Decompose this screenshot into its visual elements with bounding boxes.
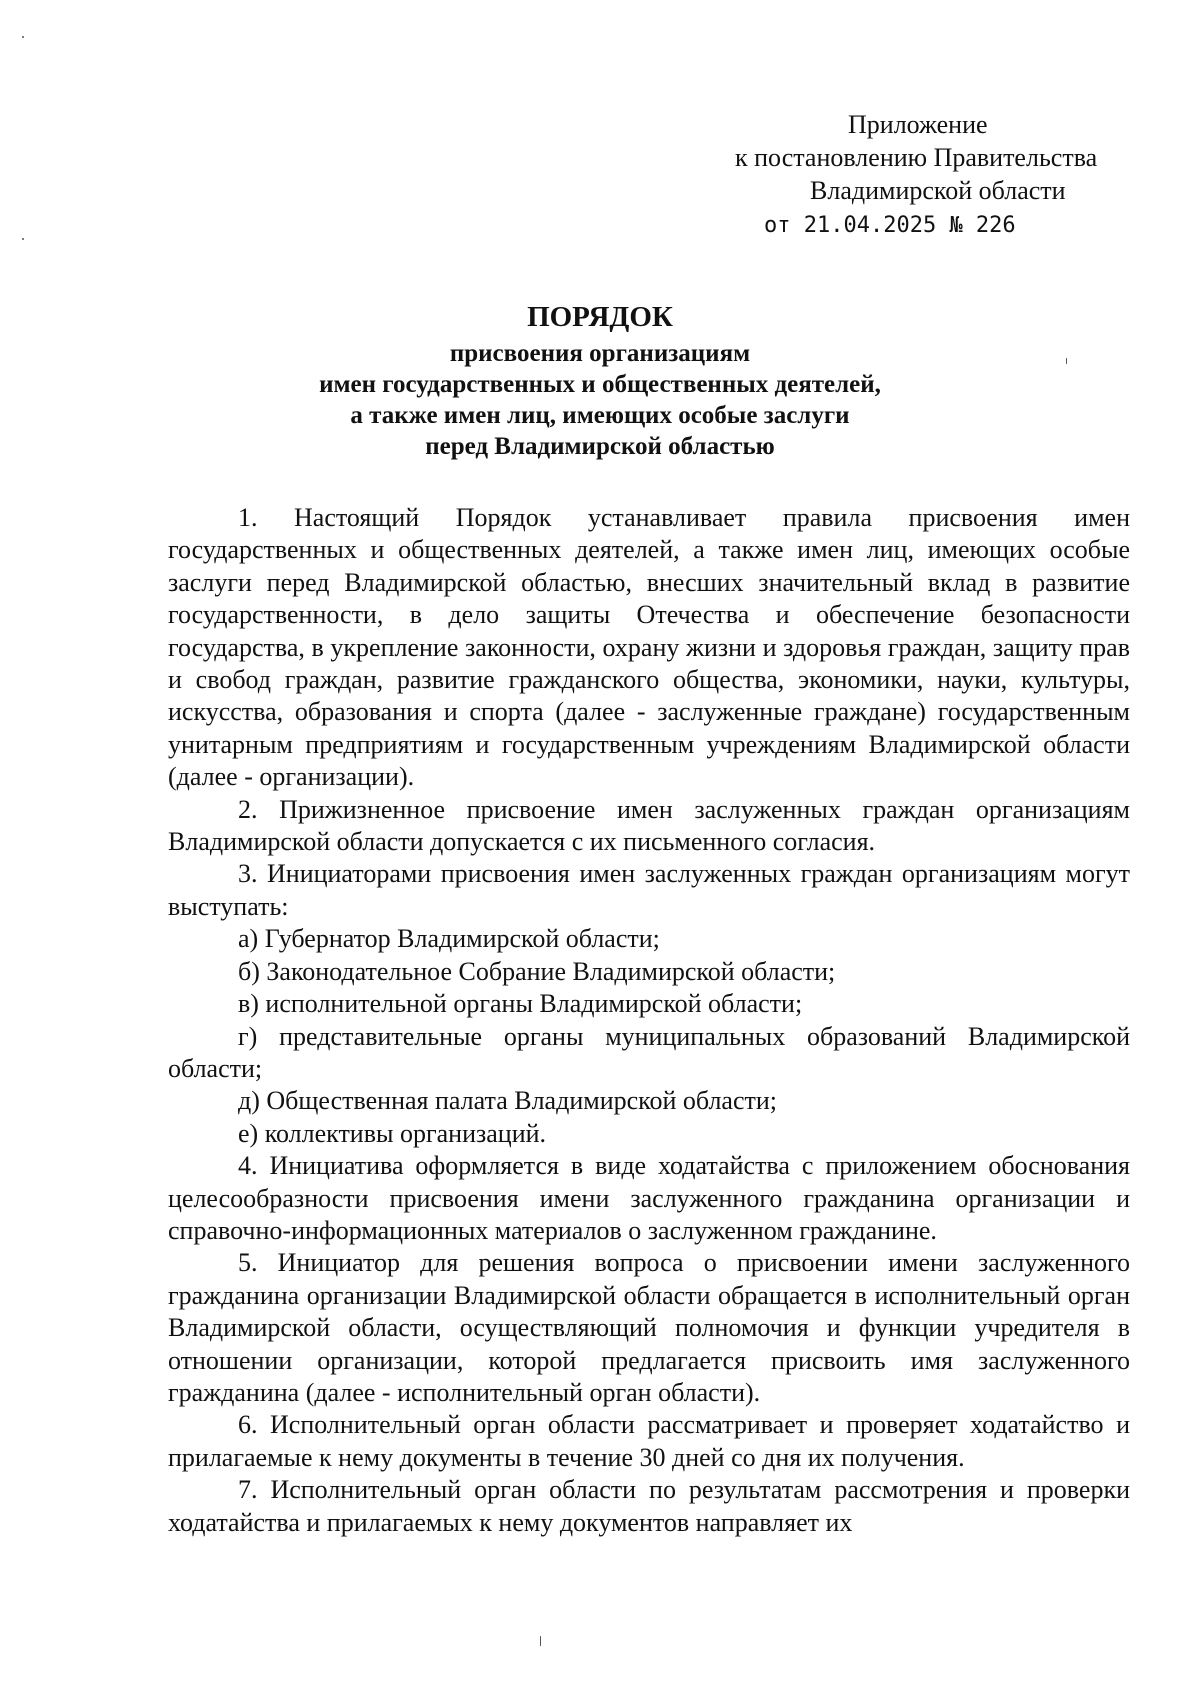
list-item-e: е) коллективы организаций.: [238, 1118, 547, 1148]
attachment-region: Владимирской области: [810, 176, 1066, 205]
attachment-resolution: к постановлению Правительства: [735, 143, 1098, 172]
document-title: [0, 300, 1200, 462]
attachment-header: [700, 108, 1120, 242]
list-item-g: г) представительные органы муниципальных образований Владимирской области;: [168, 1021, 1130, 1083]
scan-speck: [540, 1636, 541, 1646]
attachment-label: Приложение: [848, 110, 988, 139]
paragraph-4: 4. Инициатива оформляется в виде ходатайства с приложением обоснования целесообразности присвоения имени заслуженного гражданина организации и справочно-информационных материалов о заслуженном гражданине.: [168, 1151, 1130, 1245]
list-item-b: б) Законодательное Собрание Владимирской области;: [238, 956, 836, 986]
paragraph-2: 2. Прижизненное присвоение имен заслуженных граждан организациям Владимирской области допускается с их письменного согласия.: [168, 794, 1130, 857]
list-item-a: а) Губернатор Владимирской области;: [238, 924, 660, 954]
title-line-3: а также имен лиц, имеющих особые заслуги: [350, 402, 850, 429]
list-item-v: в) исполнительной органы Владимирской области;: [238, 989, 803, 1019]
title-line-1: присвоения организациям: [449, 340, 751, 367]
attachment-date-number: от 21.04.2025 № 226: [764, 213, 1016, 238]
paragraph-5: 5. Инициатор для решения вопроса о присвоении имени заслуженного гражданина организации Владимирской области обращается в исполнительный орган Владимирской области, осуществляющий полномочия и функции учредителя в отношении организации, которой предлагается присвоить имя заслуженного гражданина (далее - исполнительный орган области).: [168, 1248, 1130, 1407]
scan-speck: [22, 238, 24, 240]
list-item-d: д) Общественная палата Владимирской области;: [238, 1086, 778, 1116]
title-main: ПОРЯДОК: [527, 301, 673, 333]
title-line-4: перед Владимирской областью: [425, 433, 775, 460]
paragraph-1: 1. Настоящий Порядок устанавливает правила присвоения имен государственных и общественных деятелей, а также имен лиц, имеющих особые заслуги перед Владимирской областью, внесших значительный вклад в развитие государственности, в дело защиты Отечества и обеспечение безопасности государства, в укрепление законности, охрану жизни и здоровья граждан, защиту прав и свобод граждан, развитие гражданского общества, экономики, науки, культуры, искусства, образования и спорта (далее - заслуженные граждане) государственным унитарным предприятиям и государственным учреждениям Владимирской области (далее - организации).: [168, 503, 1130, 792]
paragraph-3: 3. Инициаторами присвоения имен заслуженных граждан организациям могут выступать:: [168, 859, 1130, 921]
paragraph-6: 6. Исполнительный орган области рассматривает и проверяет ходатайство и прилагаемые к нему документы в течение 30 дней со дня их получения.: [168, 1410, 1130, 1472]
document-body: [168, 502, 1130, 1539]
title-line-2: имен государственных и общественных деятелей,: [319, 371, 881, 398]
paragraph-7: 7. Исполнительный орган области по результатам рассмотрения и проверки ходатайства и прилагаемых к нему документов направляет их: [168, 1475, 1130, 1537]
scan-speck: [22, 36, 24, 38]
